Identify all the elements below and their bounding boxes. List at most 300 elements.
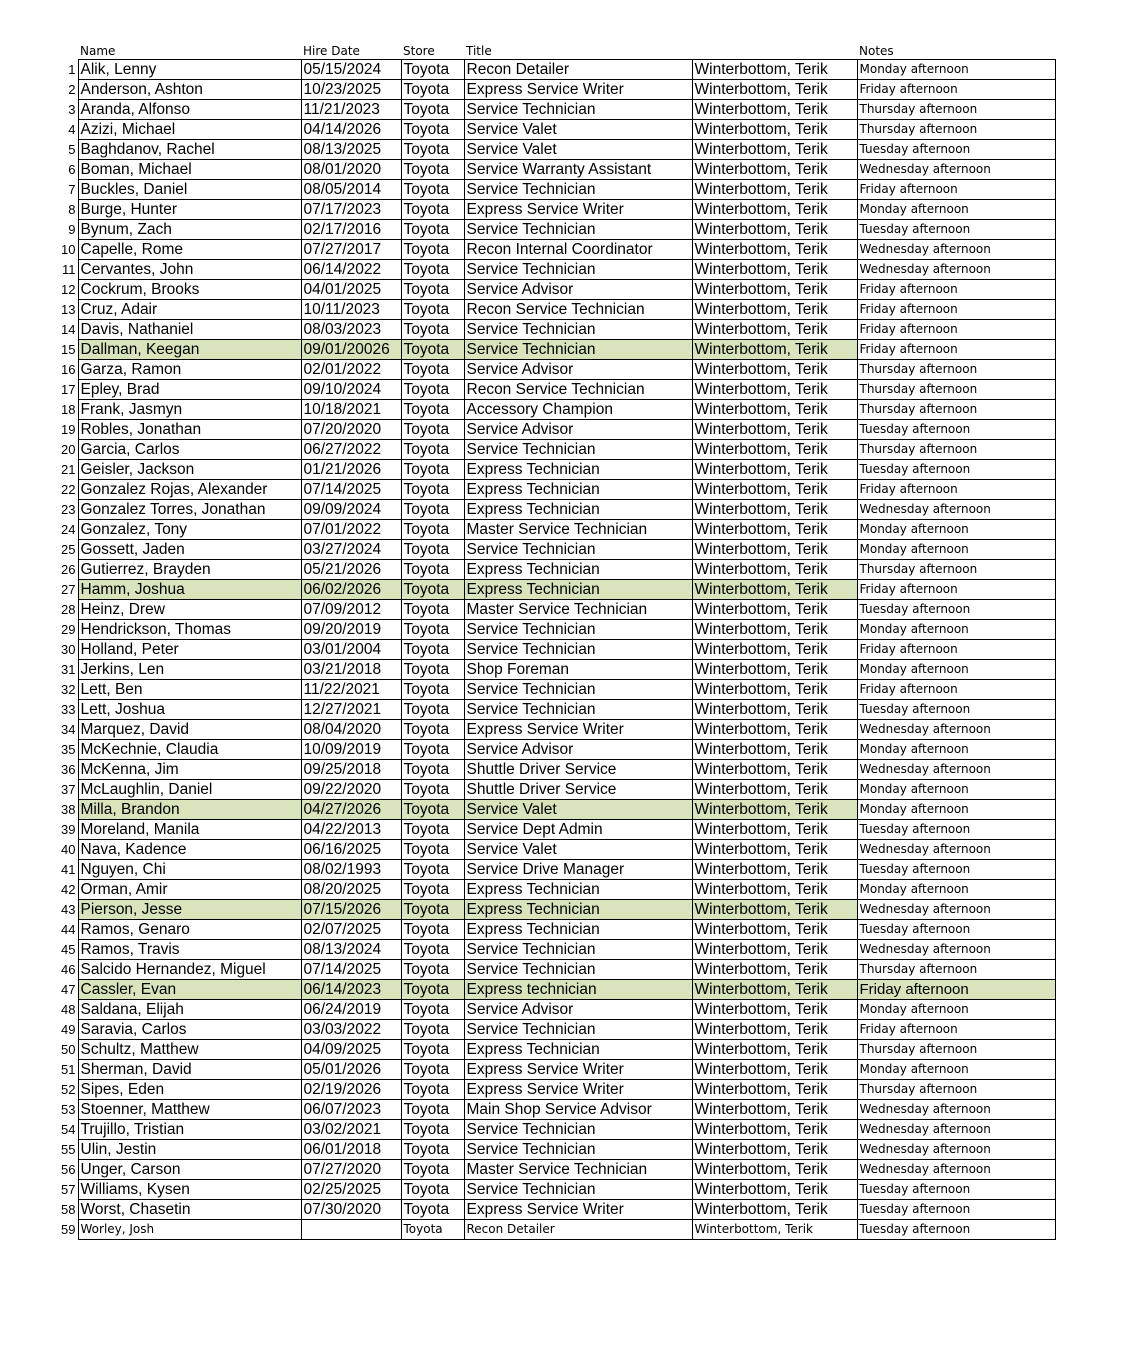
title-cell: Express Service Writer <box>464 1080 692 1100</box>
name-cell: Robles, Jonathan <box>78 420 301 440</box>
notes-cell: Wednesday afternoon <box>857 720 1055 740</box>
notes-cell: Wednesday afternoon <box>857 940 1055 960</box>
manager-cell: Winterbottom, Terik <box>692 420 857 440</box>
hire-date-cell: 06/14/2023 <box>301 980 401 1000</box>
manager-header <box>692 41 857 60</box>
store-cell: Toyota <box>401 880 464 900</box>
store-cell: Toyota <box>401 80 464 100</box>
store-cell: Toyota <box>401 100 464 120</box>
manager-cell: Winterbottom, Terik <box>692 560 857 580</box>
row-number: 43 <box>61 902 76 917</box>
manager-cell: Winterbottom, Terik <box>692 1200 857 1220</box>
notes-cell: Monday afternoon <box>857 200 1055 220</box>
title-cell: Express technician <box>464 980 692 1000</box>
store-cell: Toyota <box>401 260 464 280</box>
row-number: 44 <box>61 922 76 937</box>
hire-date-cell: 08/20/2025 <box>301 880 401 900</box>
row-number: 53 <box>61 1102 76 1117</box>
table-row <box>58 820 1055 840</box>
title-cell: Master Service Technician <box>464 1160 692 1180</box>
notes-cell: Friday afternoon <box>857 1020 1055 1040</box>
row-number: 47 <box>61 982 76 997</box>
store-cell: Toyota <box>401 1200 464 1220</box>
name-cell: Sipes, Eden <box>78 1080 301 1100</box>
notes-cell: Tuesday afternoon <box>857 1180 1055 1200</box>
row-number: 37 <box>61 782 76 797</box>
store-cell: Toyota <box>401 200 464 220</box>
title-cell: Service Technician <box>464 1180 692 1200</box>
name-cell: Gossett, Jaden <box>78 540 301 560</box>
title-cell: Express Technician <box>464 560 692 580</box>
manager-cell: Winterbottom, Terik <box>692 300 857 320</box>
store-cell: Toyota <box>401 360 464 380</box>
store-cell: Toyota <box>401 1220 464 1240</box>
notes-cell: Monday afternoon <box>857 620 1055 640</box>
row-number: 17 <box>61 382 76 397</box>
hire-date-cell: 09/10/2024 <box>301 380 401 400</box>
notes-cell: Friday afternoon <box>857 580 1055 600</box>
store-cell: Toyota <box>401 540 464 560</box>
hire-date-cell: 07/17/2023 <box>301 200 401 220</box>
table-row <box>58 580 1055 600</box>
table-row <box>58 440 1055 460</box>
hire-date-cell: 05/21/2026 <box>301 560 401 580</box>
manager-cell: Winterbottom, Terik <box>692 840 857 860</box>
row-number: 3 <box>68 102 76 117</box>
notes-cell: Monday afternoon <box>857 800 1055 820</box>
table-row <box>58 500 1055 520</box>
name-cell: Dallman, Keegan <box>78 340 301 360</box>
table-row <box>58 60 1055 80</box>
store-cell: Toyota <box>401 1060 464 1080</box>
name-cell: Stoenner, Matthew <box>78 1100 301 1120</box>
row-number: 14 <box>61 322 76 337</box>
name-cell: Gonzalez Rojas, Alexander <box>78 480 301 500</box>
row-number: 31 <box>61 662 76 677</box>
row-number: 42 <box>61 882 76 897</box>
title-cell: Express Service Writer <box>464 1200 692 1220</box>
manager-cell: Winterbottom, Terik <box>692 260 857 280</box>
title-cell: Express Technician <box>464 1040 692 1060</box>
manager-cell: Winterbottom, Terik <box>692 1100 857 1120</box>
name-cell: Burge, Hunter <box>78 200 301 220</box>
manager-cell: Winterbottom, Terik <box>692 200 857 220</box>
manager-cell: Winterbottom, Terik <box>692 120 857 140</box>
store-cell: Toyota <box>401 760 464 780</box>
table-row <box>58 420 1055 440</box>
name-cell: Aranda, Alfonso <box>78 100 301 120</box>
manager-cell: Winterbottom, Terik <box>692 360 857 380</box>
name-cell: Jerkins, Len <box>78 660 301 680</box>
table-row <box>58 740 1055 760</box>
hire-date-cell: 08/13/2024 <box>301 940 401 960</box>
hire-date-cell: 04/09/2025 <box>301 1040 401 1060</box>
row-number: 38 <box>61 802 76 817</box>
title-cell: Service Technician <box>464 340 692 360</box>
hire-date-cell: 02/17/2016 <box>301 220 401 240</box>
store-cell: Toyota <box>401 1140 464 1160</box>
name-cell: Frank, Jasmyn <box>78 400 301 420</box>
notes-cell: Tuesday afternoon <box>857 1200 1055 1220</box>
manager-cell: Winterbottom, Terik <box>692 180 857 200</box>
name-cell: Moreland, Manila <box>78 820 301 840</box>
title-cell: Service Technician <box>464 180 692 200</box>
manager-cell: Winterbottom, Terik <box>692 900 857 920</box>
name-cell: Unger, Carson <box>78 1160 301 1180</box>
table-row <box>58 640 1055 660</box>
store-cell: Toyota <box>401 140 464 160</box>
manager-cell: Winterbottom, Terik <box>692 720 857 740</box>
store-cell: Toyota <box>401 1120 464 1140</box>
notes-cell: Monday afternoon <box>857 660 1055 680</box>
table-row <box>58 540 1055 560</box>
manager-cell: Winterbottom, Terik <box>692 620 857 640</box>
name-cell: Orman, Amir <box>78 880 301 900</box>
store-cell: Toyota <box>401 1080 464 1100</box>
manager-cell: Winterbottom, Terik <box>692 800 857 820</box>
title-cell: Service Technician <box>464 440 692 460</box>
hire-date-cell: 06/24/2019 <box>301 1000 401 1020</box>
manager-cell: Winterbottom, Terik <box>692 1000 857 1020</box>
manager-cell: Winterbottom, Terik <box>692 1140 857 1160</box>
title-cell: Express Technician <box>464 480 692 500</box>
row-number: 56 <box>61 1162 76 1177</box>
notes-cell: Wednesday afternoon <box>857 840 1055 860</box>
name-cell: Cruz, Adair <box>78 300 301 320</box>
store-cell: Toyota <box>401 660 464 680</box>
store-cell: Toyota <box>401 740 464 760</box>
title-cell: Service Technician <box>464 540 692 560</box>
table-row <box>58 680 1055 700</box>
store-cell: Toyota <box>401 160 464 180</box>
store-cell: Toyota <box>401 400 464 420</box>
hire-date-cell: 07/15/2026 <box>301 900 401 920</box>
title-cell: Recon Detailer <box>464 1220 692 1240</box>
table-row <box>58 160 1055 180</box>
notes-cell: Friday afternoon <box>857 80 1055 100</box>
notes-cell: Thursday afternoon <box>857 440 1055 460</box>
hire-date-cell: 03/03/2022 <box>301 1020 401 1040</box>
manager-cell: Winterbottom, Terik <box>692 920 857 940</box>
row-number: 6 <box>68 162 76 177</box>
row-number: 15 <box>61 342 76 357</box>
title-cell: Express Service Writer <box>464 1060 692 1080</box>
name-cell: McLaughlin, Daniel <box>78 780 301 800</box>
row-number: 19 <box>61 422 76 437</box>
name-cell: Nguyen, Chi <box>78 860 301 880</box>
name-cell: Nava, Kadence <box>78 840 301 860</box>
title-cell: Service Advisor <box>464 740 692 760</box>
name-cell: Ramos, Genaro <box>78 920 301 940</box>
row-number: 18 <box>61 402 76 417</box>
store-cell: Toyota <box>401 240 464 260</box>
table-row <box>58 360 1055 380</box>
manager-cell: Winterbottom, Terik <box>692 480 857 500</box>
name-cell: Davis, Nathaniel <box>78 320 301 340</box>
title-cell: Service Technician <box>464 220 692 240</box>
table-row <box>58 1160 1055 1180</box>
hire-date-cell: 07/14/2025 <box>301 480 401 500</box>
row-number: 24 <box>61 522 76 537</box>
hire-date-cell: 04/22/2013 <box>301 820 401 840</box>
manager-cell: Winterbottom, Terik <box>692 880 857 900</box>
row-number: 59 <box>61 1222 76 1237</box>
row-number: 30 <box>61 642 76 657</box>
name-cell: Holland, Peter <box>78 640 301 660</box>
hire-date-cell: 06/14/2022 <box>301 260 401 280</box>
notes-cell: Wednesday afternoon <box>857 260 1055 280</box>
notes-cell: Thursday afternoon <box>857 380 1055 400</box>
hire-date-cell: 07/27/2017 <box>301 240 401 260</box>
notes-cell: Tuesday afternoon <box>857 420 1055 440</box>
manager-cell: Winterbottom, Terik <box>692 1160 857 1180</box>
table-row <box>58 1180 1055 1200</box>
store-cell: Toyota <box>401 440 464 460</box>
notes-cell: Friday afternoon <box>857 320 1055 340</box>
row-number: 29 <box>61 622 76 637</box>
title-cell: Service Technician <box>464 640 692 660</box>
table-row <box>58 760 1055 780</box>
title-cell: Express Technician <box>464 920 692 940</box>
row-number: 35 <box>61 742 76 757</box>
hire-date-cell: 06/01/2018 <box>301 1140 401 1160</box>
name-cell: Marquez, David <box>78 720 301 740</box>
row-number: 7 <box>68 182 76 197</box>
store-cell: Toyota <box>401 840 464 860</box>
row-number: 20 <box>61 442 76 457</box>
table-row <box>58 220 1055 240</box>
hire-date-cell: 10/09/2019 <box>301 740 401 760</box>
title-cell: Express Service Writer <box>464 200 692 220</box>
manager-cell: Winterbottom, Terik <box>692 440 857 460</box>
notes-cell: Wednesday afternoon <box>857 760 1055 780</box>
manager-cell: Winterbottom, Terik <box>692 760 857 780</box>
manager-cell: Winterbottom, Terik <box>692 160 857 180</box>
notes-cell: Wednesday afternoon <box>857 1100 1055 1120</box>
manager-cell: Winterbottom, Terik <box>692 60 857 80</box>
row-number: 28 <box>61 602 76 617</box>
hire-date-cell: 07/01/2022 <box>301 520 401 540</box>
store-cell: Toyota <box>401 460 464 480</box>
row-number: 26 <box>61 562 76 577</box>
table-body <box>58 60 1055 1240</box>
name-cell: Bynum, Zach <box>78 220 301 240</box>
notes-cell: Thursday afternoon <box>857 1080 1055 1100</box>
notes-cell: Tuesday afternoon <box>857 220 1055 240</box>
title-cell: Express Technician <box>464 500 692 520</box>
store-cell: Toyota <box>401 280 464 300</box>
row-number: 4 <box>68 122 76 137</box>
title-cell: Service Warranty Assistant <box>464 160 692 180</box>
table-row <box>58 180 1055 200</box>
name-cell: Lett, Ben <box>78 680 301 700</box>
notes-cell: Friday afternoon <box>857 480 1055 500</box>
table-row <box>58 920 1055 940</box>
hire-date-cell: 08/04/2020 <box>301 720 401 740</box>
row-number: 16 <box>61 362 76 377</box>
name-cell: Baghdanov, Rachel <box>78 140 301 160</box>
store-cell: Toyota <box>401 320 464 340</box>
row-number: 9 <box>68 222 76 237</box>
table-row <box>58 320 1055 340</box>
name-cell: Sherman, David <box>78 1060 301 1080</box>
hire-date-cell: 03/27/2024 <box>301 540 401 560</box>
name-cell: Buckles, Daniel <box>78 180 301 200</box>
name-cell: Epley, Brad <box>78 380 301 400</box>
table-row <box>58 660 1055 680</box>
table-row <box>58 480 1055 500</box>
table-row <box>58 1000 1055 1020</box>
row-number: 1 <box>68 62 76 77</box>
employee-table <box>58 41 1056 1240</box>
hire-date-cell: 02/01/2022 <box>301 360 401 380</box>
row-number-header <box>58 41 78 60</box>
hire-date-cell: 08/01/2020 <box>301 160 401 180</box>
title-cell: Service Technician <box>464 1020 692 1040</box>
row-number: 21 <box>61 462 76 477</box>
row-number: 13 <box>61 302 76 317</box>
notes-cell: Tuesday afternoon <box>857 920 1055 940</box>
notes-cell: Monday afternoon <box>857 520 1055 540</box>
name-cell: Heinz, Drew <box>78 600 301 620</box>
title-cell: Recon Service Technician <box>464 380 692 400</box>
notes-cell: Wednesday afternoon <box>857 240 1055 260</box>
table-row <box>58 1200 1055 1220</box>
row-number: 33 <box>61 702 76 717</box>
manager-cell: Winterbottom, Terik <box>692 600 857 620</box>
title-cell: Service Technician <box>464 100 692 120</box>
store-cell: Toyota <box>401 620 464 640</box>
hire-date-cell: 04/01/2025 <box>301 280 401 300</box>
name-cell: Boman, Michael <box>78 160 301 180</box>
hire-date-cell: 09/20/2019 <box>301 620 401 640</box>
table-row <box>58 980 1055 1000</box>
row-number: 49 <box>61 1022 76 1037</box>
row-number: 34 <box>61 722 76 737</box>
notes-cell: Thursday afternoon <box>857 100 1055 120</box>
hire-date-cell: 10/23/2025 <box>301 80 401 100</box>
notes-cell: Wednesday afternoon <box>857 900 1055 920</box>
hire-date-cell: 01/21/2026 <box>301 460 401 480</box>
title-cell: Service Advisor <box>464 280 692 300</box>
name-cell: McKechnie, Claudia <box>78 740 301 760</box>
name-cell: Worley, Josh <box>78 1220 301 1240</box>
title-cell: Service Advisor <box>464 420 692 440</box>
title-cell: Recon Detailer <box>464 60 692 80</box>
table-row <box>58 120 1055 140</box>
name-cell: Gonzalez Torres, Jonathan <box>78 500 301 520</box>
notes-cell: Tuesday afternoon <box>857 140 1055 160</box>
store-cell: Toyota <box>401 1020 464 1040</box>
store-cell: Toyota <box>401 800 464 820</box>
title-cell: Service Drive Manager <box>464 860 692 880</box>
store-cell: Toyota <box>401 1180 464 1200</box>
hire-date-cell: 09/01/20026 <box>301 340 401 360</box>
hire-date-cell: 10/18/2021 <box>301 400 401 420</box>
table-row <box>58 800 1055 820</box>
manager-cell: Winterbottom, Terik <box>692 960 857 980</box>
notes-cell: Thursday afternoon <box>857 360 1055 380</box>
table-row <box>58 80 1055 100</box>
row-number: 40 <box>61 842 76 857</box>
notes-cell: Friday afternoon <box>857 180 1055 200</box>
notes-cell: Friday afternoon <box>857 980 1055 1000</box>
notes-cell: Thursday afternoon <box>857 400 1055 420</box>
hire-date-cell: 04/14/2026 <box>301 120 401 140</box>
row-number: 36 <box>61 762 76 777</box>
manager-cell: Winterbottom, Terik <box>692 520 857 540</box>
store-cell: Toyota <box>401 120 464 140</box>
notes-cell: Friday afternoon <box>857 280 1055 300</box>
title-cell: Service Dept Admin <box>464 820 692 840</box>
row-number: 5 <box>68 142 76 157</box>
row-number: 52 <box>61 1082 76 1097</box>
title-cell: Shuttle Driver Service <box>464 760 692 780</box>
name-cell: Garcia, Carlos <box>78 440 301 460</box>
store-cell: Toyota <box>401 340 464 360</box>
manager-cell: Winterbottom, Terik <box>692 1040 857 1060</box>
table-row <box>58 260 1055 280</box>
name-cell: Azizi, Michael <box>78 120 301 140</box>
hire-date-cell: 05/15/2024 <box>301 60 401 80</box>
notes-cell: Thursday afternoon <box>857 120 1055 140</box>
hire-date-cell: 08/03/2023 <box>301 320 401 340</box>
row-number: 50 <box>61 1042 76 1057</box>
manager-cell: Winterbottom, Terik <box>692 540 857 560</box>
hire-date-cell: 05/01/2026 <box>301 1060 401 1080</box>
hire-date-cell: 02/25/2025 <box>301 1180 401 1200</box>
notes-cell: Wednesday afternoon <box>857 160 1055 180</box>
hire-date-cell: 03/01/2004 <box>301 640 401 660</box>
hire-date-cell: 07/09/2012 <box>301 600 401 620</box>
store-cell: Toyota <box>401 1040 464 1060</box>
manager-cell: Winterbottom, Terik <box>692 860 857 880</box>
table-row <box>58 1220 1055 1240</box>
notes-cell: Monday afternoon <box>857 1000 1055 1020</box>
store-cell: Toyota <box>401 180 464 200</box>
manager-cell: Winterbottom, Terik <box>692 660 857 680</box>
manager-cell: Winterbottom, Terik <box>692 140 857 160</box>
notes-cell: Thursday afternoon <box>857 960 1055 980</box>
store-cell: Toyota <box>401 300 464 320</box>
table-row <box>58 140 1055 160</box>
notes-header: Notes <box>859 44 894 58</box>
manager-cell: Winterbottom, Terik <box>692 100 857 120</box>
name-cell: Hendrickson, Thomas <box>78 620 301 640</box>
table-row <box>58 1100 1055 1120</box>
store-cell: Toyota <box>401 820 464 840</box>
table-row <box>58 780 1055 800</box>
manager-cell: Winterbottom, Terik <box>692 1080 857 1100</box>
store-cell: Toyota <box>401 480 464 500</box>
row-number: 41 <box>61 862 76 877</box>
name-cell: McKenna, Jim <box>78 760 301 780</box>
store-cell: Toyota <box>401 780 464 800</box>
store-header: Store <box>403 44 435 58</box>
name-cell: Milla, Brandon <box>78 800 301 820</box>
table-row <box>58 520 1055 540</box>
name-header: Name <box>80 44 116 58</box>
store-cell: Toyota <box>401 1160 464 1180</box>
title-cell: Master Service Technician <box>464 520 692 540</box>
notes-cell: Tuesday afternoon <box>857 600 1055 620</box>
title-cell: Express Technician <box>464 900 692 920</box>
manager-cell: Winterbottom, Terik <box>692 780 857 800</box>
name-cell: Trujillo, Tristian <box>78 1120 301 1140</box>
store-cell: Toyota <box>401 380 464 400</box>
store-cell: Toyota <box>401 900 464 920</box>
hire-date-cell: 09/22/2020 <box>301 780 401 800</box>
